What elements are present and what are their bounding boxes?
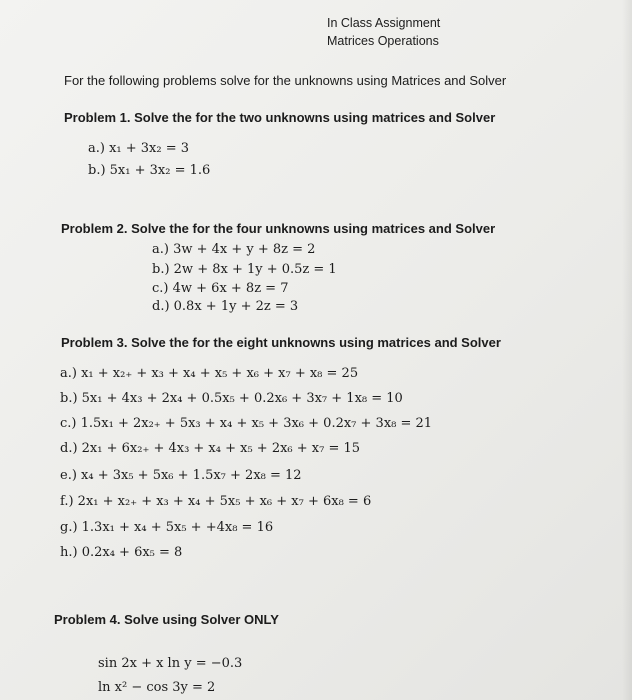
problem-2-equation-a: a.) 3w + 4x + y + 8z = 2 bbox=[152, 242, 316, 257]
problem-1-heading: Problem 1. Solve the for the two unknowns using matrices and Solver bbox=[64, 110, 496, 125]
problem-3-heading: Problem 3. Solve the for the eight unknowns using matrices and Solver bbox=[61, 335, 501, 350]
problem-3-equation-b: b.) 5x₁ + 4x₃ + 2x₄ + 0.5x₅ + 0.2x₆ + 3x₇ + 1x₈ = 10 bbox=[60, 391, 403, 406]
problem-2-heading: Problem 2. Solve the for the four unknowns using matrices and Solver bbox=[61, 221, 496, 236]
assignment-subtitle: Matrices Operations bbox=[327, 34, 439, 48]
problem-1-equation-a: a.) x₁ + 3x₂ = 3 bbox=[88, 141, 190, 156]
instructions-text: For the following problems solve for the unknowns using Matrices and Solver bbox=[64, 73, 507, 88]
problem-3-equation-e: e.) x₄ + 3x₅ + 5x₆ + 1.5x₇ + 2x₈ = 12 bbox=[60, 468, 302, 483]
problem-4-heading: Problem 4. Solve using Solver ONLY bbox=[54, 612, 279, 627]
assignment-title: In Class Assignment bbox=[327, 16, 441, 30]
page-edge-shadow bbox=[622, 0, 632, 700]
problem-4-equation-2: ln x² − cos 3y = 2 bbox=[98, 680, 216, 695]
problem-2-equation-b: b.) 2w + 8x + 1y + 0.5z = 1 bbox=[152, 262, 337, 277]
problem-3-equation-a: a.) x₁ + x₂₊ + x₃ + x₄ + x₅ + x₆ + x₇ + x₈ = 25 bbox=[60, 366, 359, 381]
problem-1-equation-b: b.) 5x₁ + 3x₂ = 1.6 bbox=[88, 163, 211, 178]
problem-3-equation-g: g.) 1.3x₁ + x₄ + 5x₅ + +4x₈ = 16 bbox=[60, 520, 274, 535]
problem-4-equation-1: sin 2x + x ln y = −0.3 bbox=[98, 656, 243, 671]
problem-2-equation-d: d.) 0.8x + 1y + 2z = 3 bbox=[152, 299, 299, 314]
problem-3-equation-d: d.) 2x₁ + 6x₂₊ + 4x₃ + x₄ + x₅ + 2x₆ + x₇ = 15 bbox=[60, 441, 361, 456]
problem-3-equation-f: f.) 2x₁ + x₂₊ + x₃ + x₄ + 5x₅ + x₆ + x₇ + 6x₈ = 6 bbox=[60, 494, 372, 509]
problem-2-equation-c: c.) 4w + 6x + 8z = 7 bbox=[152, 281, 289, 296]
problem-3-equation-h: h.) 0.2x₄ + 6x₅ = 8 bbox=[60, 545, 183, 560]
problem-3-equation-c: c.) 1.5x₁ + 2x₂₊ + 5x₃ + x₄ + x₅ + 3x₆ + 0.2x₇ + 3x₈ = 21 bbox=[60, 416, 433, 431]
